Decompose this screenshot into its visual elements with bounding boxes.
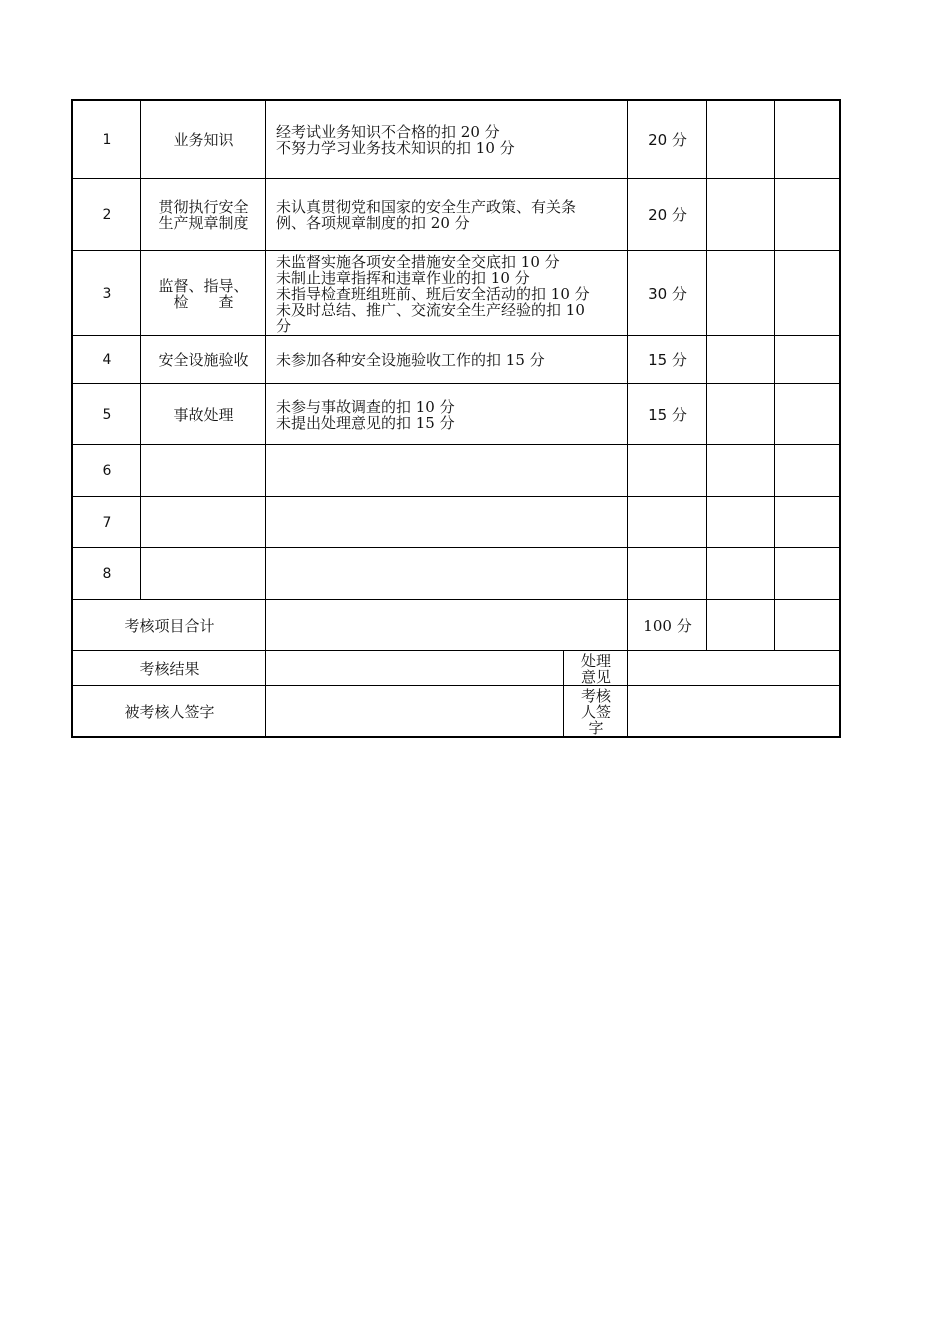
grid-line: [73, 178, 839, 179]
row-7-number: 7: [102, 514, 112, 531]
row-5-item: 事故处理: [173, 405, 234, 424]
row-1-score: 20 分: [648, 131, 687, 149]
grid-line: [627, 101, 628, 738]
row-2-criteria: 未认真贯彻党和国家的安全生产政策、有关条 例、各项规章制度的扣 20 分: [276, 198, 577, 232]
row-3-item: 监督、指导、 检 查: [158, 276, 249, 311]
result-label: 考核结果: [139, 659, 200, 678]
grid-line: [73, 599, 839, 600]
grid-line: [73, 383, 839, 384]
row-5-number: 5: [102, 406, 112, 423]
grid-line: [706, 101, 707, 651]
assessment-table: [71, 99, 841, 738]
row-2-score: 20 分: [648, 206, 687, 224]
row-1-number: 1: [102, 132, 112, 148]
grid-line: [73, 685, 839, 686]
grid-line: [563, 651, 564, 738]
row-2-item: 贯彻执行安全 生产规章制度: [158, 198, 249, 232]
row-4-score: 15 分: [648, 351, 687, 369]
row-3-number: 3: [102, 285, 112, 302]
row-3-score: 30 分: [648, 284, 687, 303]
row-3-criteria: 未监督实施各项安全措施安全交底扣 10 分 未制止违章指挥和违章作业的扣 10 分 未指导检查班组班前、班后安全活动的扣 10 分 未及时总结、推广、交流安全生产经验的扣 10 分: [276, 252, 590, 335]
signature-label: 被考核人签字: [124, 703, 215, 721]
row-4-number: 4: [102, 352, 112, 368]
grid-line: [140, 101, 141, 600]
grid-line: [73, 650, 839, 651]
row-4-item: 安全设施验收: [158, 351, 249, 369]
total-label: 考核项目合计: [124, 616, 215, 635]
row-6-number: 6: [102, 463, 112, 479]
row-1-criteria: 经考试业务知识不合格的扣 20 分 不努力学习业务技术知识的扣 10 分: [276, 123, 515, 157]
grid-line: [73, 547, 839, 548]
row-2-number: 2: [102, 207, 112, 223]
grid-line: [73, 250, 839, 251]
grid-line: [73, 496, 839, 497]
row-5-criteria: 未参与事故调查的扣 10 分 未提出处理意见的扣 15 分: [276, 397, 455, 432]
row-8-number: 8: [102, 566, 112, 582]
total-score: 100 分: [643, 616, 692, 635]
grid-line: [73, 335, 839, 336]
grid-line: [265, 101, 266, 738]
row-1-item: 业务知识: [173, 131, 234, 149]
row-4-criteria: 未参加各种安全设施验收工作的扣 15 分: [276, 351, 545, 369]
assessor-signature-label: 考核 人签 字: [580, 687, 611, 737]
grid-line: [73, 444, 839, 445]
grid-line: [774, 101, 775, 651]
opinion-label: 处理 意见: [580, 651, 611, 686]
row-5-score: 15 分: [648, 405, 687, 424]
